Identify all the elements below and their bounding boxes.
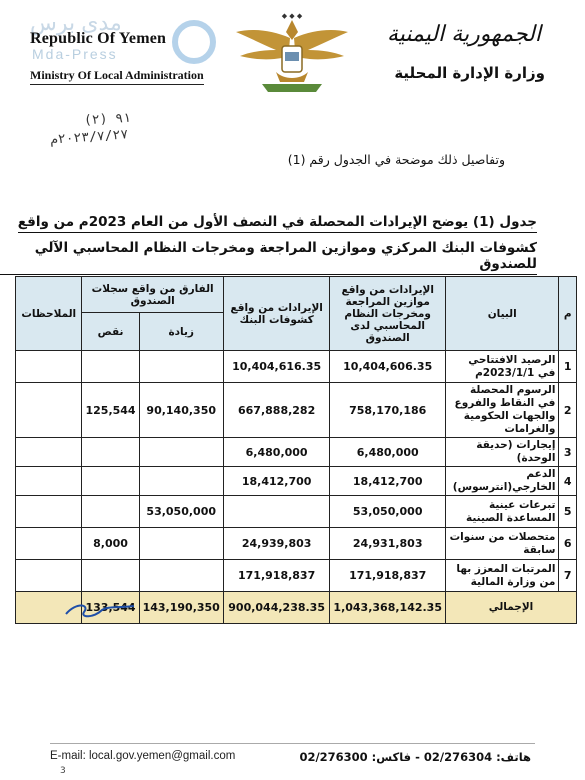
header-english-subtitle: Ministry Of Local Administration [30, 68, 204, 82]
row-index: 7 [559, 560, 577, 592]
row-item: المرتبات المعزز بها من وزارة المالية [445, 560, 558, 592]
total-increase: 143,190,350 [139, 592, 223, 624]
table-row [16, 528, 577, 560]
row-decrease [82, 496, 139, 528]
total-label: الإجمالي [445, 592, 576, 624]
row-increase [139, 560, 223, 592]
row-item: تبرعات عينية المساعدة الصينية [445, 496, 558, 528]
row-decrease: 8,000 [82, 528, 139, 560]
row-index: 1 [559, 351, 577, 383]
table-row [16, 560, 577, 592]
header-increase: زيادة [139, 313, 223, 351]
header-rev-bank: الإيرادات من واقع كشوفات البنك [223, 277, 330, 351]
row-rev-bank: 6,480,000 [223, 438, 330, 467]
row-item: إيجارات (حديقة الوحدة) [445, 438, 558, 467]
reference-number: (٢) ٩١ [83, 110, 132, 129]
row-item: الرسوم المحصلة في النقاط والفروع والجهات الحكومية والغرامات [445, 383, 558, 438]
row-rev-bank: 10,404,616.35 [223, 351, 330, 383]
header-english-title: Republic Of Yemen [30, 30, 167, 47]
signature-icon [62, 596, 142, 630]
header-notes: الملاحظات [16, 277, 82, 351]
total-rev-ledger: 1,043,368,142.35 [330, 592, 446, 624]
row-notes [16, 467, 82, 496]
row-rev-bank: 18,412,700 [223, 467, 330, 496]
row-item: متحصلات من سنوات سابقة [445, 528, 558, 560]
row-rev-bank: 171,918,837 [223, 560, 330, 592]
table-row [16, 351, 577, 383]
row-increase [139, 438, 223, 467]
row-notes [16, 383, 82, 438]
row-notes [16, 438, 82, 467]
row-index: 3 [559, 438, 577, 467]
caption-underline [18, 232, 537, 233]
row-notes [16, 351, 82, 383]
row-decrease: 125,544 [82, 383, 139, 438]
table-row [16, 383, 577, 438]
row-rev-ledger: 10,404,606.35 [330, 351, 446, 383]
row-rev-bank: 24,939,803 [223, 528, 330, 560]
caption-text-2: كشوفات البنك المركزي وموازين المراجعة ومخرجات النظام المحاسبي الآلي للصندوق [34, 240, 537, 272]
table-row [16, 496, 577, 528]
header-difference: الفارق من واقع سجلات الصندوق [82, 277, 223, 313]
header-decrease: نقص [82, 313, 139, 351]
footer-divider [50, 743, 535, 744]
row-index: 2 [559, 383, 577, 438]
row-notes [16, 560, 82, 592]
row-increase [139, 467, 223, 496]
row-decrease [82, 560, 139, 592]
header-arabic-title: الجمهورية اليمنية [386, 22, 541, 47]
row-rev-ledger: 171,918,837 [330, 560, 446, 592]
header-index: م [559, 277, 577, 351]
footer-phones: هاتف: 02/276304 - فاكس: 02/276300 [299, 750, 531, 764]
table-row [16, 438, 577, 467]
yemen-eagle-emblem-icon [232, 10, 352, 104]
total-decrease: 133,544 [82, 592, 139, 624]
page-number: 3 [60, 766, 66, 776]
revenue-table [15, 276, 577, 624]
row-index: 4 [559, 467, 577, 496]
row-increase [139, 528, 223, 560]
header-rev-ledger: الإيرادات من واقع موازين المراجعة ومخرجات النظام المحاسبي لدى الصندوق [330, 277, 446, 351]
row-notes [16, 496, 82, 528]
caption-underline [0, 274, 537, 275]
row-increase [139, 351, 223, 383]
watermark-latin: Mda-Press [32, 46, 118, 62]
row-rev-ledger: 758,170,186 [330, 383, 446, 438]
table-caption-line1 [18, 214, 537, 230]
footer-email: E-mail: local.gov.yemen@gmail.com [50, 750, 236, 762]
watermark-arabic: مدى برس [30, 10, 122, 35]
svg-text:◆ ◆ ◆: ◆ ◆ ◆ [281, 12, 303, 20]
row-rev-ledger: 6,480,000 [330, 438, 446, 467]
row-rev-ledger: 53,050,000 [330, 496, 446, 528]
row-increase: 53,050,000 [139, 496, 223, 528]
watermark-circle-icon [172, 20, 216, 64]
row-decrease [82, 467, 139, 496]
total-rev-bank: 900,044,238.35 [223, 592, 330, 624]
row-decrease [82, 438, 139, 467]
table-row [16, 467, 577, 496]
row-index: 5 [559, 496, 577, 528]
row-rev-bank [223, 496, 330, 528]
reference-date: ٢٠٢٣/٧/٢٧م [49, 127, 129, 148]
row-rev-bank: 667,888,282 [223, 383, 330, 438]
header-item: البيان [445, 277, 558, 351]
row-index: 6 [559, 528, 577, 560]
row-item: الدعم الخارجي(انترسوس) [445, 467, 558, 496]
row-decrease [82, 351, 139, 383]
row-increase: 90,140,350 [139, 383, 223, 438]
row-rev-ledger: 24,931,803 [330, 528, 446, 560]
row-item: الرصيد الافتتاحي في 2023/1/1م [445, 351, 558, 383]
header-arabic-subtitle: وزارة الإدارة المحلية [394, 64, 545, 82]
caption-text-1: جدول (1) يوضح الإيرادات المحصلة في النصف الأول من العام 2023م من واقع [17, 214, 537, 230]
table-caption-line2 [0, 240, 537, 272]
row-notes [16, 528, 82, 560]
intro-text: وتفاصيل ذلك موضحة في الجدول رقم (1) [287, 152, 505, 167]
row-rev-ledger: 18,412,700 [330, 467, 446, 496]
